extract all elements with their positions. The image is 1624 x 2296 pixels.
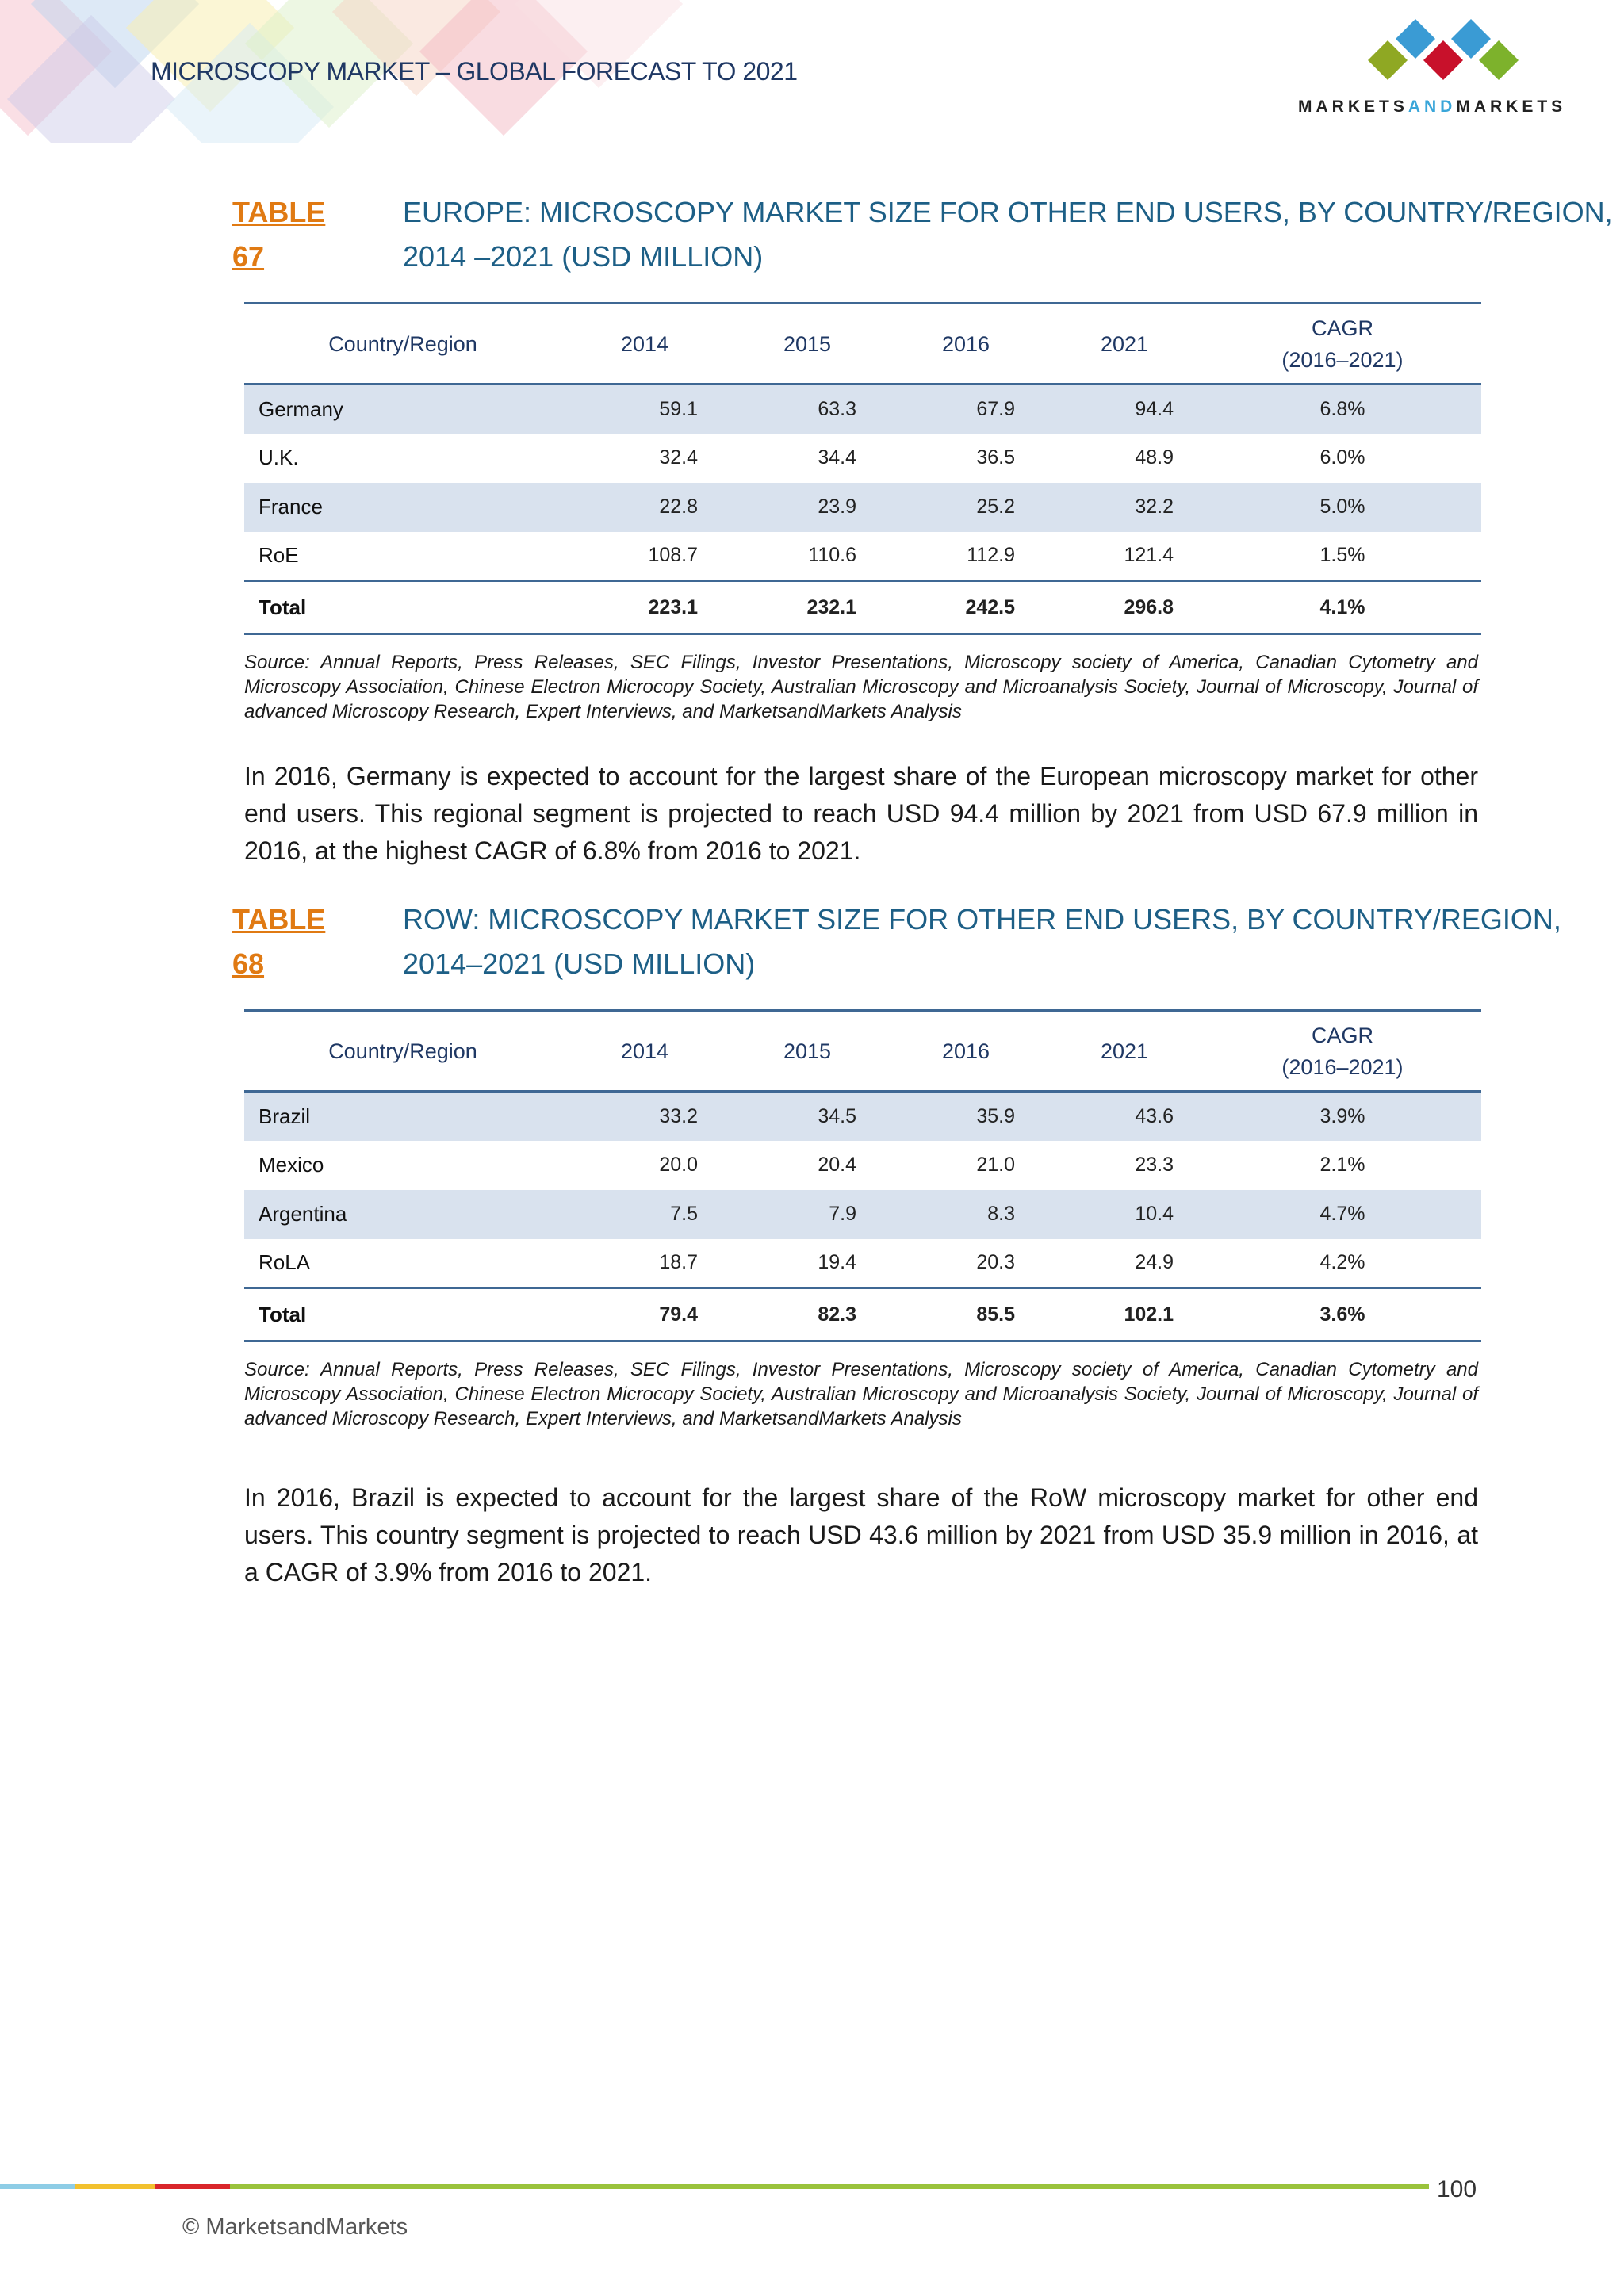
table-68-source: Source: Annual Reports, Press Releases, SEC Filings, Investor Presentations, Microscopy society of America, Canadian Cytometry and Microscopy Association, Chinese Electron Microcopy Society, Australian Microscopy and Microanalysis Society, Journal of Microscopy, Journal of advanced Microscopy Research, Expert Interviews, and MarketsandMarkets Analysis	[244, 1359, 1478, 1429]
country-cell: Brazil	[259, 1104, 311, 1128]
column-header-2014: 2014	[561, 304, 728, 385]
value-cell: 36.5	[976, 446, 1015, 469]
table-68-label[interactable]: TABLE 68	[232, 903, 326, 980]
copyright-notice: © MarketsandMarkets	[182, 2214, 408, 2240]
table-67-commentary: In 2016, Germany is expected to account for the largest share of the European microscopy market for other end users. This regional segment is projected to reach USD 94.4 million by 2021 from USD 67.9 million in 2016, at the highest CAGR of 6.8% from 2016 to 2021.	[244, 762, 1478, 865]
page-number: 100	[1437, 2176, 1477, 2202]
value-cell: 34.5	[818, 1104, 856, 1127]
cagr-cell: 4.2%	[1320, 1251, 1365, 1274]
table-row	[244, 532, 1481, 581]
value-cell: 20.4	[818, 1154, 856, 1176]
value-cell: 21.0	[976, 1154, 1015, 1176]
value-cell: 59.1	[659, 397, 698, 420]
country-cell: RoE	[259, 543, 299, 568]
column-header-cagr: CAGR (2016–2021)	[1204, 304, 1481, 385]
total-value-cell: 82.3	[728, 1288, 887, 1341]
table-row	[244, 1092, 1481, 1141]
value-cell: 8.3	[987, 1203, 1015, 1225]
table-row	[244, 1239, 1481, 1288]
total-cagr-cell: 3.6%	[1204, 1288, 1481, 1341]
value-cell: 63.3	[818, 397, 856, 420]
cagr-cell: 5.0%	[1320, 496, 1365, 518]
cagr-cell: 3.9%	[1320, 1104, 1365, 1127]
value-cell: 25.2	[976, 496, 1015, 518]
column-header-2016: 2016	[887, 1011, 1045, 1092]
total-value-cell: 85.5	[887, 1288, 1045, 1341]
table-row	[244, 434, 1481, 483]
total-row	[244, 1288, 1481, 1341]
country-cell: Argentina	[259, 1202, 347, 1226]
table-row	[244, 1141, 1481, 1190]
total-value-cell: 79.4	[561, 1288, 728, 1341]
cagr-cell: 4.7%	[1320, 1203, 1365, 1225]
value-cell: 94.4	[1135, 397, 1174, 420]
logo-wordmark: MARKETSANDMARKETS	[1298, 98, 1567, 116]
value-cell: 32.2	[1135, 496, 1174, 518]
table-68-commentary: In 2016, Brazil is expected to account for the largest share of the RoW microscopy market for other end users. This country segment is projected to reach USD 43.6 million by 2021 from USD 35.9 million in 2016, at a CAGR of 3.9% from 2016 to 2021.	[244, 1483, 1478, 1586]
total-label: Total	[244, 581, 561, 634]
total-cagr-cell: 4.1%	[1204, 581, 1481, 634]
table-68-title: ROW: MICROSCOPY MARKET SIZE FOR OTHER END USERS, BY COUNTRY/REGION, 2014–2021 (USD MILLION)	[403, 903, 1561, 980]
country-cell: U.K.	[259, 446, 299, 469]
footer-rule-segment	[0, 2184, 75, 2189]
total-value-cell: 296.8	[1045, 581, 1204, 634]
total-value-cell: 102.1	[1045, 1288, 1204, 1341]
value-cell: 18.7	[659, 1251, 698, 1274]
value-cell: 20.0	[659, 1154, 698, 1176]
cagr-cell: 6.8%	[1320, 397, 1365, 420]
cagr-cell: 2.1%	[1320, 1154, 1365, 1176]
value-cell: 24.9	[1135, 1251, 1174, 1274]
country-cell: Germany	[259, 396, 343, 421]
table-67-source: Source: Annual Reports, Press Releases, SEC Filings, Investor Presentations, Microscopy society of America, Canadian Cytometry and Microscopy Association, Chinese Electron Microcopy Society, Australian Microscopy and Microanalysis Society, Journal of Microscopy, Journal of advanced Microscopy Research, Expert Interviews, and MarketsandMarkets Analysis	[244, 652, 1478, 722]
value-cell: 34.4	[818, 446, 856, 469]
column-header-2021: 2021	[1045, 304, 1204, 385]
table-67-title: EUROPE: MICROSCOPY MARKET SIZE FOR OTHER END USERS, BY COUNTRY/REGION, 2014 –2021 (USD MILLION)	[403, 196, 1613, 273]
total-value-cell: 242.5	[887, 581, 1045, 634]
column-header-2015: 2015	[728, 304, 887, 385]
table-header-row	[244, 1011, 1481, 1092]
value-cell: 19.4	[818, 1251, 856, 1274]
column-header-country: Country/Region	[244, 304, 561, 385]
value-cell: 7.9	[829, 1203, 856, 1225]
column-header-2014: 2014	[561, 1011, 728, 1092]
footer-rule-segment	[230, 2184, 1429, 2189]
table-row	[244, 385, 1481, 434]
cagr-cell: 1.5%	[1320, 544, 1365, 567]
table-68	[244, 1009, 1481, 1342]
value-cell: 33.2	[659, 1104, 698, 1127]
value-cell: 22.8	[659, 496, 698, 518]
value-cell: 67.9	[976, 397, 1015, 420]
value-cell: 112.9	[967, 544, 1015, 567]
footer-rule-segment	[75, 2184, 155, 2189]
table-header-row	[244, 304, 1481, 385]
value-cell: 43.6	[1135, 1104, 1174, 1127]
value-cell: 35.9	[976, 1104, 1015, 1127]
value-cell: 32.4	[659, 446, 698, 469]
column-header-cagr: CAGR (2016–2021)	[1204, 1011, 1481, 1092]
total-value-cell: 232.1	[728, 581, 887, 634]
country-cell: Mexico	[259, 1153, 324, 1177]
total-value-cell: 223.1	[561, 581, 728, 634]
value-cell: 7.5	[670, 1203, 698, 1225]
column-header-country: Country/Region	[244, 1011, 561, 1092]
table-row	[244, 483, 1481, 532]
country-cell: RoLA	[259, 1250, 311, 1275]
value-cell: 23.3	[1135, 1154, 1174, 1176]
value-cell: 20.3	[976, 1251, 1015, 1274]
table-row	[244, 1190, 1481, 1239]
value-cell: 23.9	[818, 496, 856, 518]
total-label: Total	[244, 1288, 561, 1341]
total-row	[244, 581, 1481, 634]
value-cell: 110.6	[808, 544, 856, 567]
cagr-cell: 6.0%	[1320, 446, 1365, 469]
value-cell: 108.7	[648, 544, 698, 567]
column-header-2015: 2015	[728, 1011, 887, 1092]
table-67	[244, 302, 1481, 635]
table-67-label[interactable]: TABLE 67	[232, 196, 326, 273]
footer-rule-segment	[155, 2184, 230, 2189]
document-header-title: MICROSCOPY MARKET – GLOBAL FORECAST TO 2021	[151, 57, 798, 86]
column-header-2016: 2016	[887, 304, 1045, 385]
value-cell: 10.4	[1135, 1203, 1174, 1225]
column-header-2021: 2021	[1045, 1011, 1204, 1092]
value-cell: 48.9	[1135, 446, 1174, 469]
country-cell: France	[259, 495, 323, 519]
value-cell: 121.4	[1124, 544, 1174, 567]
